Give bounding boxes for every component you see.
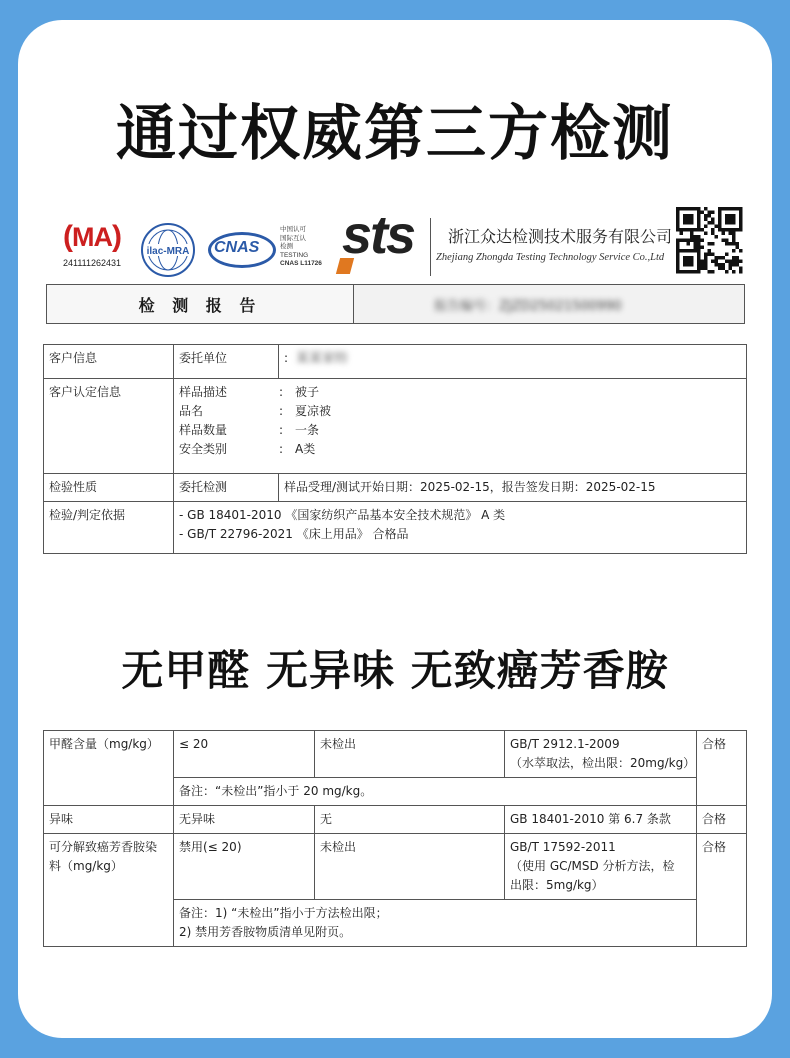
report-number	[354, 285, 744, 323]
info-table	[43, 344, 747, 554]
report-header	[46, 284, 745, 324]
amine-note: 备注：1) “未检出”指小于方法检出限； 2) 禁用芳香胺物质清单见附页。	[174, 900, 697, 947]
entrust-value: : 某某家纺	[279, 345, 747, 379]
sts-text: sts	[342, 205, 415, 265]
qr-code-icon	[672, 206, 748, 274]
sample-info	[174, 379, 747, 474]
table-row	[44, 806, 747, 834]
cma-logo	[60, 222, 124, 268]
confirm-label: 客户认定信息	[44, 379, 174, 474]
report-number-blurred: 报告编号：ZJZD25021500990	[434, 298, 622, 314]
sample-row: 品名 : 夏凉被	[179, 404, 332, 418]
odor-result: 无	[315, 806, 505, 834]
table-row	[44, 379, 747, 474]
sample-row: 样品数量 : 一条	[179, 423, 320, 437]
sts-logo	[338, 205, 428, 282]
odor-item: 异味	[44, 806, 174, 834]
odor-verdict: 合格	[697, 806, 747, 834]
company-name-cn: 浙江众达检测技术服务有限公司	[448, 227, 673, 246]
results-table	[43, 730, 747, 947]
formaldehyde-method: GB/T 2912.1-2009 （水萃取法，检出限：20mg/kg）	[505, 731, 697, 778]
table-row	[44, 345, 747, 379]
formaldehyde-note: 备注：“未检出”指小于 20 mg/kg。	[174, 778, 697, 806]
company-name-en: Zhejiang Zhongda Testing Technology Service Co.,Ltd	[436, 252, 665, 263]
entrust-value-blurred: 某某家纺	[296, 351, 349, 366]
amine-item: 可分解致癌芳香胺染 料（mg/kg）	[44, 834, 174, 947]
nature-value: 委托检测	[174, 474, 279, 502]
amine-limit: 禁用(≤ 20)	[174, 834, 315, 900]
formaldehyde-item: 甲醛含量（mg/kg）	[44, 731, 174, 806]
report-title: 检 测 报 告	[47, 285, 354, 323]
formaldehyde-verdict: 合格	[697, 731, 747, 806]
ilac-text: ilac-MRA	[146, 246, 190, 257]
sample-row: 安全类别 : A类	[179, 442, 316, 456]
table-row	[44, 502, 747, 554]
logo-divider	[430, 218, 431, 276]
table-row	[44, 731, 747, 778]
formaldehyde-result: 未检出	[315, 731, 505, 778]
nature-label: 检验性质	[44, 474, 174, 502]
sample-row: 样品描述 : 被子	[179, 385, 320, 399]
amine-verdict: 合格	[697, 834, 747, 947]
logo-row	[58, 205, 748, 282]
table-row	[44, 834, 747, 900]
entrust-label: 委托单位	[174, 345, 279, 379]
cnas-logo	[208, 224, 328, 274]
odor-limit: 无异味	[174, 806, 315, 834]
basis-lines: - GB 18401-2010 《国家纺织产品基本安全技术规范》 A 类 - GB/T 22796-2021 《床上用品》 合格品	[174, 502, 747, 554]
basis-label: 检验/判定依据	[44, 502, 174, 554]
table-row	[44, 474, 747, 502]
dates-text: 样品受理/测试开始日期：2025-02-15，报告签发日期：2025-02-15	[279, 474, 747, 502]
cma-number: 241111262431	[62, 258, 122, 268]
headline-top: 通过权威第三方检测	[116, 99, 674, 169]
amine-result: 未检出	[315, 834, 505, 900]
cnas-text: CNAS	[214, 239, 260, 256]
headline-bottom: 无甲醛 无异味 无致癌芳香胺	[121, 646, 669, 695]
odor-method: GB 18401-2010 第 6.7 条款	[505, 806, 697, 834]
amine-method: GB/T 17592-2011 （使用 GC/MSD 分析方法，检 出限：5mg/kg）	[505, 834, 697, 900]
formaldehyde-limit: ≤ 20	[174, 731, 315, 778]
cnas-side-text: 中国认可 国际互认 检测 TESTING CNAS L11726	[280, 226, 322, 267]
ilac-mra-icon	[140, 222, 196, 278]
cma-icon: (MA)	[63, 220, 121, 253]
customer-label: 客户信息	[44, 345, 174, 379]
